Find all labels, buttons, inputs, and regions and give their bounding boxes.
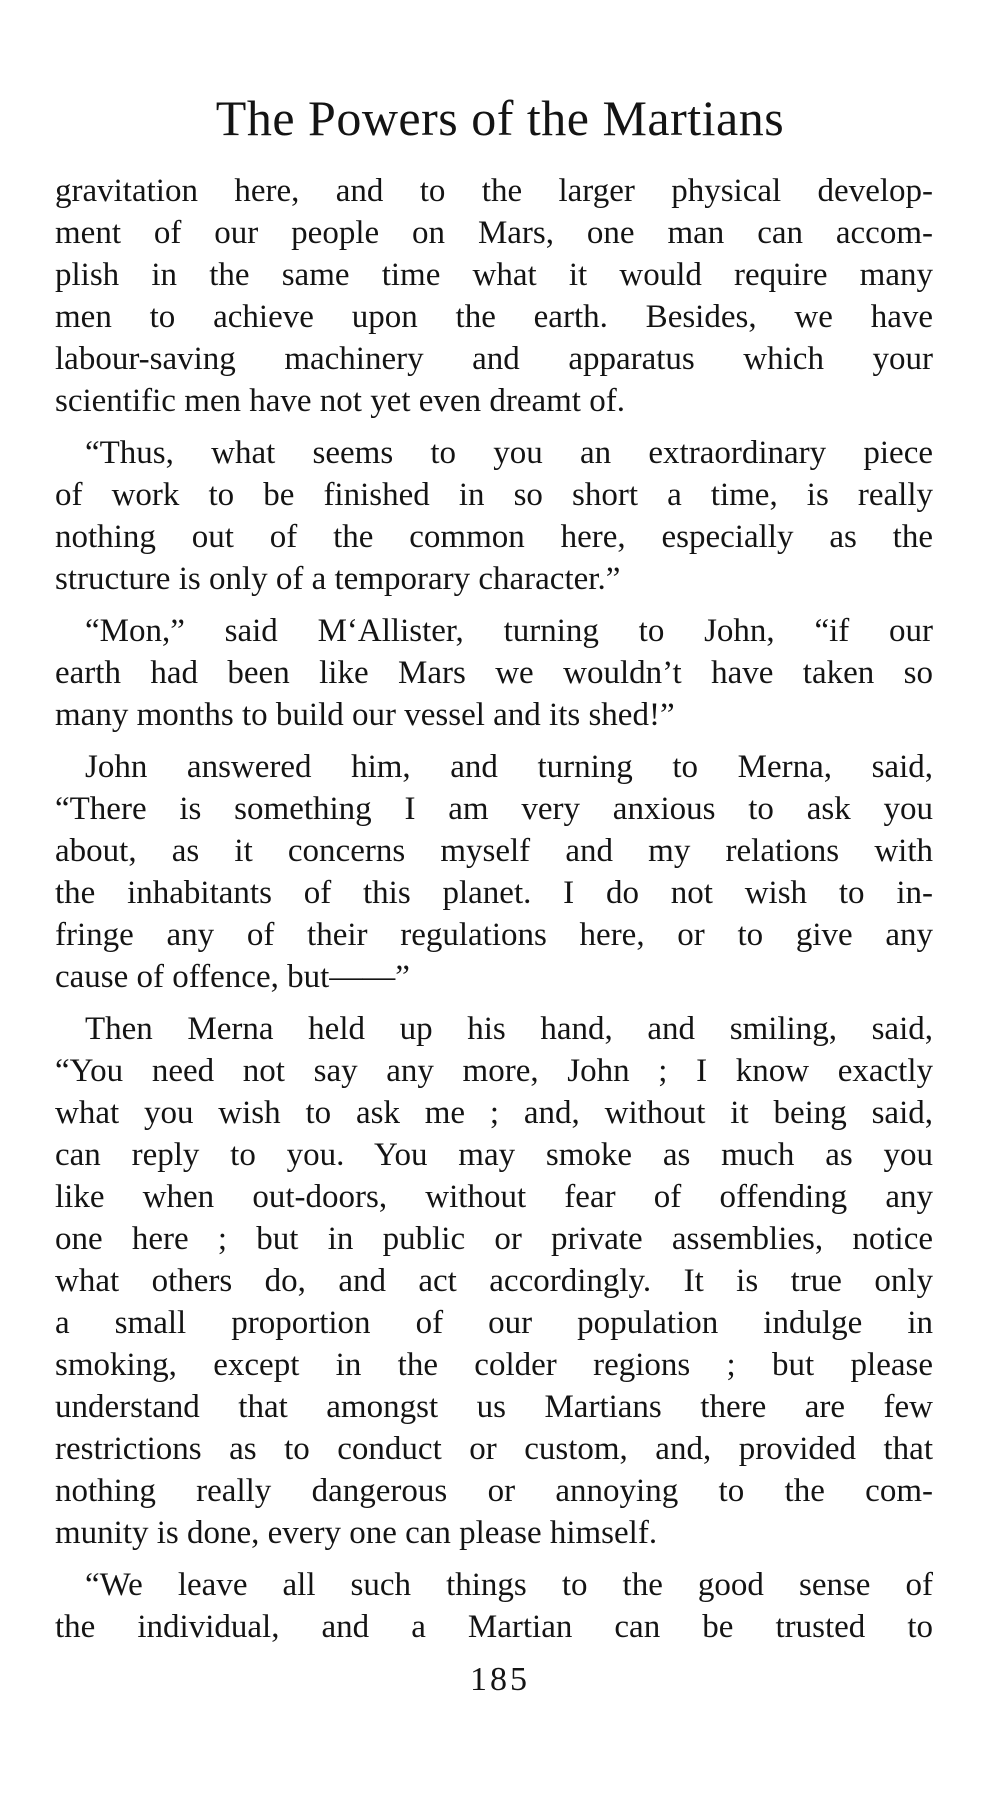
text-line: understand that amongst us Martians there are few <box>55 1389 933 1425</box>
text-line: a small proportion of our population indulge in <box>55 1305 933 1341</box>
text-line: of work to be finished in so short a time, is really <box>55 477 933 513</box>
text-line: plish in the same time what it would require many <box>55 257 933 293</box>
text-line: ment of our people on Mars, one man can accom- <box>55 215 933 251</box>
text-line: many months to build our vessel and its shed!” <box>55 697 675 733</box>
paragraph-4 <box>55 746 933 998</box>
text-line: about, as it concerns myself and my relations with <box>55 833 933 869</box>
paragraph-6 <box>55 1564 933 1648</box>
text-line: cause of offence, but——” <box>55 959 410 995</box>
text-line: what you wish to ask me ; and, without it being said, <box>55 1095 933 1131</box>
text-line: nothing out of the common here, especially as the <box>55 519 933 555</box>
text-line: earth had been like Mars we wouldn’t have taken so <box>55 655 933 691</box>
text-line: can reply to you. You may smoke as much as you <box>55 1137 933 1173</box>
text-line: munity is done, every one can please himself. <box>55 1515 658 1551</box>
paragraph-5 <box>55 1008 933 1554</box>
text-line: one here ; but in public or private assemblies, notice <box>55 1221 933 1257</box>
text-line: scientific men have not yet even dreamt of. <box>55 383 625 419</box>
text-line: “There is something I am very anxious to ask you <box>55 791 933 827</box>
text-line: “Thus, what seems to you an extraordinary piece <box>85 435 933 471</box>
running-head: The Powers of the Martians <box>215 90 785 146</box>
paragraph-3 <box>55 610 933 736</box>
text-line: Then Merna held up his hand, and smiling, said, <box>85 1011 933 1047</box>
text-line: like when out-doors, without fear of offending any <box>55 1179 933 1215</box>
text-line: nothing really dangerous or annoying to the com- <box>55 1473 933 1509</box>
paragraph-1 <box>55 170 933 422</box>
text-line: “We leave all such things to the good sense of <box>85 1567 933 1603</box>
body-text <box>55 170 933 1648</box>
text-line: the inhabitants of this planet. I do not wish to in- <box>55 875 933 911</box>
text-line: men to achieve upon the earth. Besides, we have <box>55 299 933 335</box>
text-line: what others do, and act accordingly. It is true only <box>55 1263 933 1299</box>
page-number: 185 <box>470 1661 530 1698</box>
text-line: gravitation here, and to the larger physical develop- <box>55 173 933 209</box>
text-line: “Mon,” said M‘Allister, turning to John, “if our <box>85 613 933 649</box>
text-line: “You need not say any more, John ; I know exactly <box>55 1053 933 1089</box>
text-line: labour-saving machinery and apparatus which your <box>55 341 933 377</box>
text-line: smoking, except in the colder regions ; but please <box>55 1347 933 1383</box>
paragraph-2 <box>55 432 933 600</box>
text-line: restrictions as to conduct or custom, and, provided that <box>55 1431 933 1467</box>
text-line: fringe any of their regulations here, or to give any <box>55 917 933 953</box>
text-line: the individual, and a Martian can be trusted to <box>55 1609 933 1645</box>
text-line: structure is only of a temporary character.” <box>55 561 621 597</box>
text-line: John answered him, and turning to Merna, said, <box>85 749 933 785</box>
